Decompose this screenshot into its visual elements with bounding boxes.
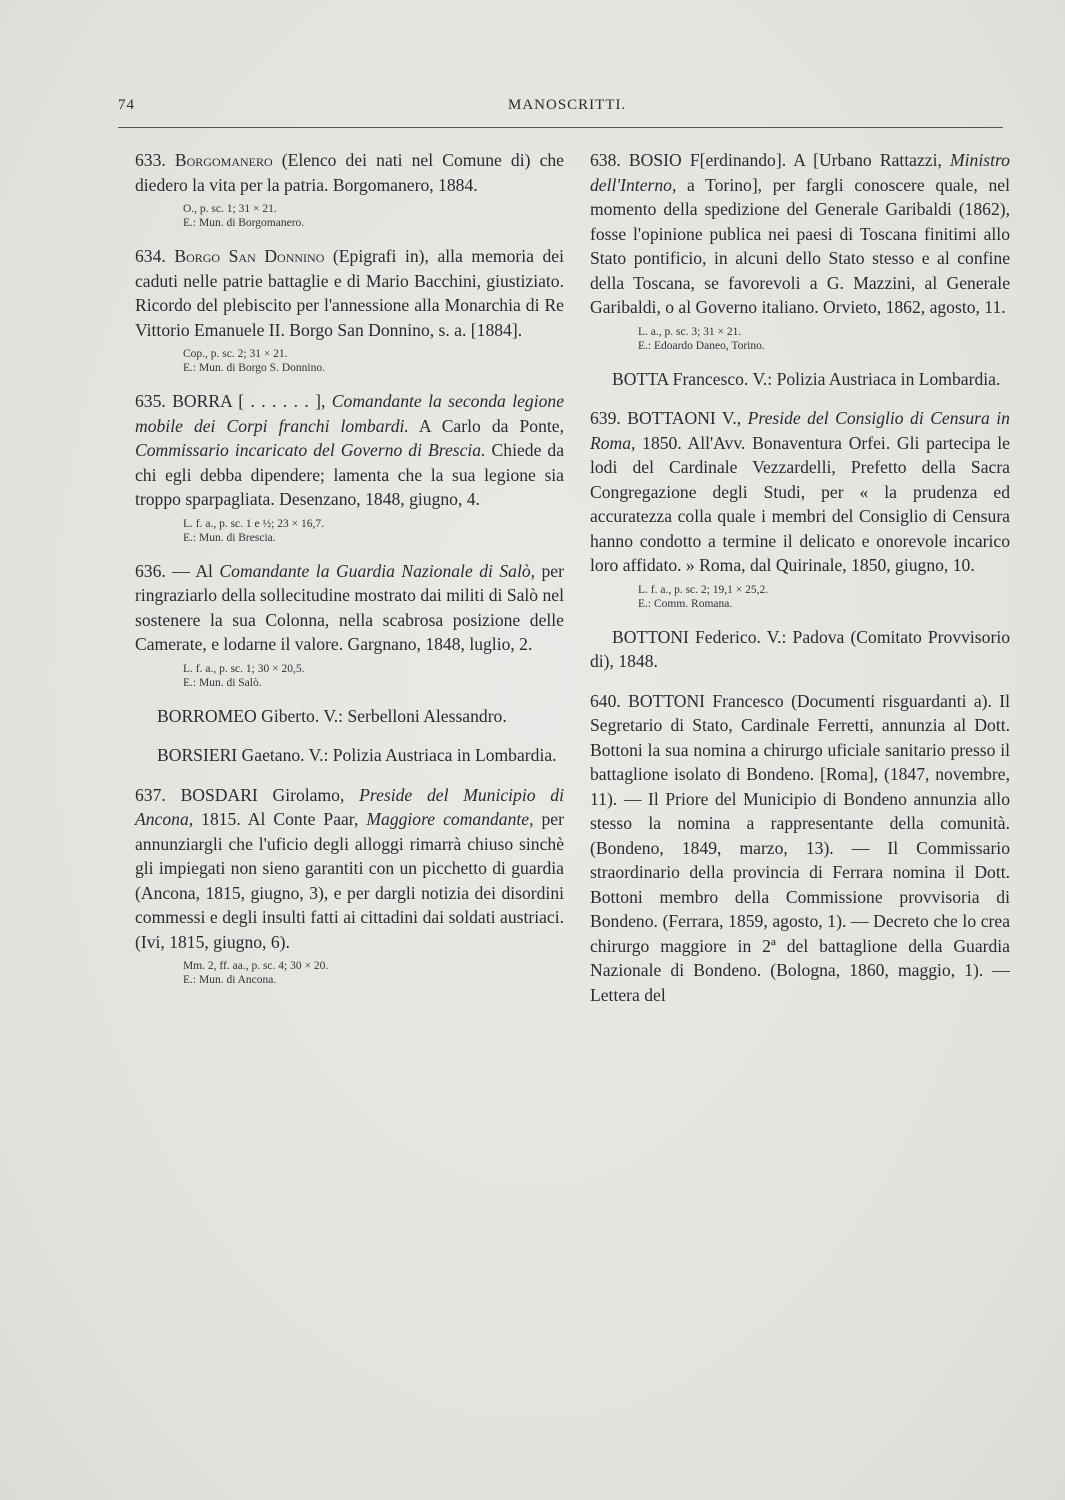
entry-text: per ringraziarlo della sollecitudine mostrato dai militi di Salò nel sostenere la sua Colonna, nella scabrosa posizione delle Camerate, e lodarne il valore. Gargnano, 1848, luglio, 2. bbox=[135, 560, 564, 654]
right-column bbox=[590, 148, 1010, 1018]
entry-text: per annunziargli che l'uficio degli alloggi rimarrà chiuso sinchè gli impiegati non sieno garantiti con un picchetto di guardia (Ancona, 1815, giugno, 3), e per dargli notizia dei disordini commessi e degli insulti fatti ai cittadini dai soldati austriaci. (Ivi, 1815, giugno, 6). bbox=[135, 809, 564, 952]
entry-number: 635. bbox=[135, 391, 166, 411]
entry-heading: BOSDARI Girolamo, bbox=[180, 784, 345, 805]
catalog-entry bbox=[590, 148, 1010, 320]
entry-text: (Documenti risguardanti a). Il Segretario di Stato, Cardinale Ferretti, annunzia al Dott. Bottoni la sua nomina a chirurgo uficiale sanitario presso il battaglione isolato di Bondeno. [Roma], (1847, novembre, 11). — Il Priore del Municipio di Bondeno annunzia allo stesso la nomina a rappresentante della comunità. (Bondeno, 1849, marzo, 13). — Il Commissario straordinario della provincia di Ferrara nomina il Dott. Bottoni membro della Commissione provvisoria di Bondeno. (Ferrara, 1859, agosto, 1). — Decreto che lo crea chirurgo maggiore in 2ª del battaglione della Guardia Nazionale di Bondeno. (Bologna, 1860, maggio, 1). — Lettera del bbox=[590, 690, 1010, 1005]
entry-metadata bbox=[135, 662, 564, 690]
italic-text: Ministro dell'Interno, bbox=[590, 150, 1010, 195]
metadata-line: E.: Mun. di Salò. bbox=[183, 676, 262, 689]
metadata-line: Cop., p. sc. 2; 31 × 21. bbox=[183, 348, 288, 360]
entry-heading: BORRA [ . . . . . . ], bbox=[172, 391, 326, 411]
metadata-line: E.: Comm. Romana. bbox=[638, 597, 733, 610]
catalog-entry bbox=[135, 559, 564, 657]
metadata-line: Mm. 2, ff. aa., p. sc. 4; 30 × 20. bbox=[183, 960, 329, 972]
metadata-line: O., p. sc. 1; 31 × 21. bbox=[183, 203, 277, 215]
entry-text: 1850. All'Avv. Bonaventura Orfei. Gli partecipa le lodi del Cardinale Vezzardelli, Prefetto della Sacra Congregazione degli Studi, per « la prudenza ed accuratezza colla quale i membri del Consiglio di Censura hanno condotto a termine il delicato e onorevole incarico loro affidato. » Roma, dal Quirinale, 1850, giugno, 10. bbox=[590, 432, 1010, 575]
italic-text: Comandante la Guardia Nazionale di Salò, bbox=[212, 560, 536, 581]
catalog-entry bbox=[135, 389, 564, 512]
cross-reference: BORROMEO Giberto. V.: Serbelloni Alessandro. bbox=[157, 705, 507, 726]
entry-heading: BOSIO F[erdinando]. bbox=[628, 150, 787, 170]
running-header bbox=[118, 97, 1003, 121]
italic-text: Commissario incaricato del Governo di Brescia. bbox=[135, 440, 486, 460]
entry-number: 633. bbox=[135, 150, 166, 170]
entry-metadata bbox=[135, 202, 564, 230]
metadata-line: L. f. a., p. sc. 1 e ½; 23 × 16,7. bbox=[183, 517, 324, 530]
italic-text: Preside del Consiglio di Censura in Roma, bbox=[590, 408, 1010, 453]
catalog-entry bbox=[135, 148, 564, 197]
metadata-line: L. f. a., p. sc. 1; 30 × 20,5. bbox=[183, 662, 305, 675]
entry-text: 1815. Al Conte Paar, bbox=[193, 809, 359, 829]
metadata-line: E.: Mun. di Borgomanero. bbox=[183, 217, 305, 229]
catalog-entry bbox=[135, 783, 564, 955]
italic-text: Comandante la seconda legione mobile dei Corpi franchi lombardi. bbox=[135, 391, 564, 436]
entry-number: 640. bbox=[590, 690, 621, 711]
metadata-line: L. f. a., p. sc. 2; 19,1 × 25,2. bbox=[638, 583, 769, 596]
cross-reference: BORSIERI Gaetano. V.: Polizia Austriaca in Lombardia. bbox=[157, 745, 557, 765]
entry-text: A Carlo da Ponte, bbox=[408, 415, 564, 436]
metadata-line: L. a., p. sc. 3; 31 × 21. bbox=[638, 325, 742, 338]
entry-text: Chiede da chi egli debba dipendere; lamenta che la sua legione sia troppo sparpagliata. Desenzano, 1848, giugno, 4. bbox=[135, 440, 564, 509]
entry-heading: — Al bbox=[172, 560, 213, 581]
entry-text: a Torino], per fargli conoscere quale, nel momento della spedizione del Generale Garibaldi (1862), fosse l'opinione publica nei paesi di Toscana finitimi allo Stato pontificio, in alcuni dello Stato stesso e al confine della Toscana, se favorevoli a G. Mazzini, al Generale Garibaldi, o al Governo italiano. Orvieto, 1862, agosto, 11. bbox=[590, 174, 1010, 317]
entry-metadata bbox=[590, 583, 1010, 611]
entry-heading: Borgomanero bbox=[174, 150, 273, 170]
entry-heading: BOTTONI Francesco bbox=[628, 690, 784, 711]
entry-number: 637. bbox=[135, 784, 166, 805]
entry-text: A [Urbano Rattazzi, bbox=[786, 150, 942, 170]
entry-metadata bbox=[135, 517, 564, 545]
metadata-line: E.: Mun. di Ancona. bbox=[183, 974, 277, 986]
metadata-line: E.: Edoardo Daneo, Torino. bbox=[638, 339, 765, 352]
page-number: 74 bbox=[118, 97, 135, 113]
metadata-line: E.: Mun. di Brescia. bbox=[183, 531, 276, 544]
entry-number: 639. bbox=[590, 408, 621, 428]
running-title: MANOSCRITTI. bbox=[508, 97, 627, 113]
italic-text: Preside del Municipio di Ancona, bbox=[135, 784, 564, 829]
entry-metadata bbox=[135, 959, 564, 987]
catalog-entry bbox=[590, 689, 1010, 1008]
entry-number: 638. bbox=[590, 150, 621, 170]
entry-metadata bbox=[590, 325, 1010, 353]
left-column bbox=[135, 148, 564, 1001]
metadata-line: E.: Mun. di Borgo S. Donnino. bbox=[183, 362, 325, 374]
entry-heading: Borgo San Donnino bbox=[174, 246, 325, 266]
cross-reference: BOTTONI Federico. V.: Padova (Comitato Provvisorio di), 1848. bbox=[590, 626, 1010, 671]
header-rule bbox=[118, 127, 1003, 128]
catalog-entry bbox=[590, 406, 1010, 578]
entry-heading: BOTTAONI V., bbox=[627, 408, 742, 428]
entry-number: 634. bbox=[135, 246, 166, 266]
entry-number: 636. bbox=[135, 560, 166, 581]
italic-text: Maggiore comandante, bbox=[358, 809, 534, 829]
entry-text: (Elenco dei nati nel Comune di) che diedero la vita per la patria. Borgomanero, 1884. bbox=[135, 150, 564, 195]
catalog-entry bbox=[135, 244, 564, 342]
entry-metadata bbox=[135, 347, 564, 375]
cross-reference: BOTTA Francesco. V.: Polizia Austriaca in Lombardia. bbox=[612, 368, 1001, 389]
entry-text: (Epigrafi in), alla memoria dei caduti nelle patrie battaglie e di Mario Bacchini, giustiziato. Ricordo del plebiscito per l'annessione alla Monarchia di Re Vittorio Emanuele II. Borgo San Donnino, s. a. [1884]. bbox=[135, 246, 564, 340]
